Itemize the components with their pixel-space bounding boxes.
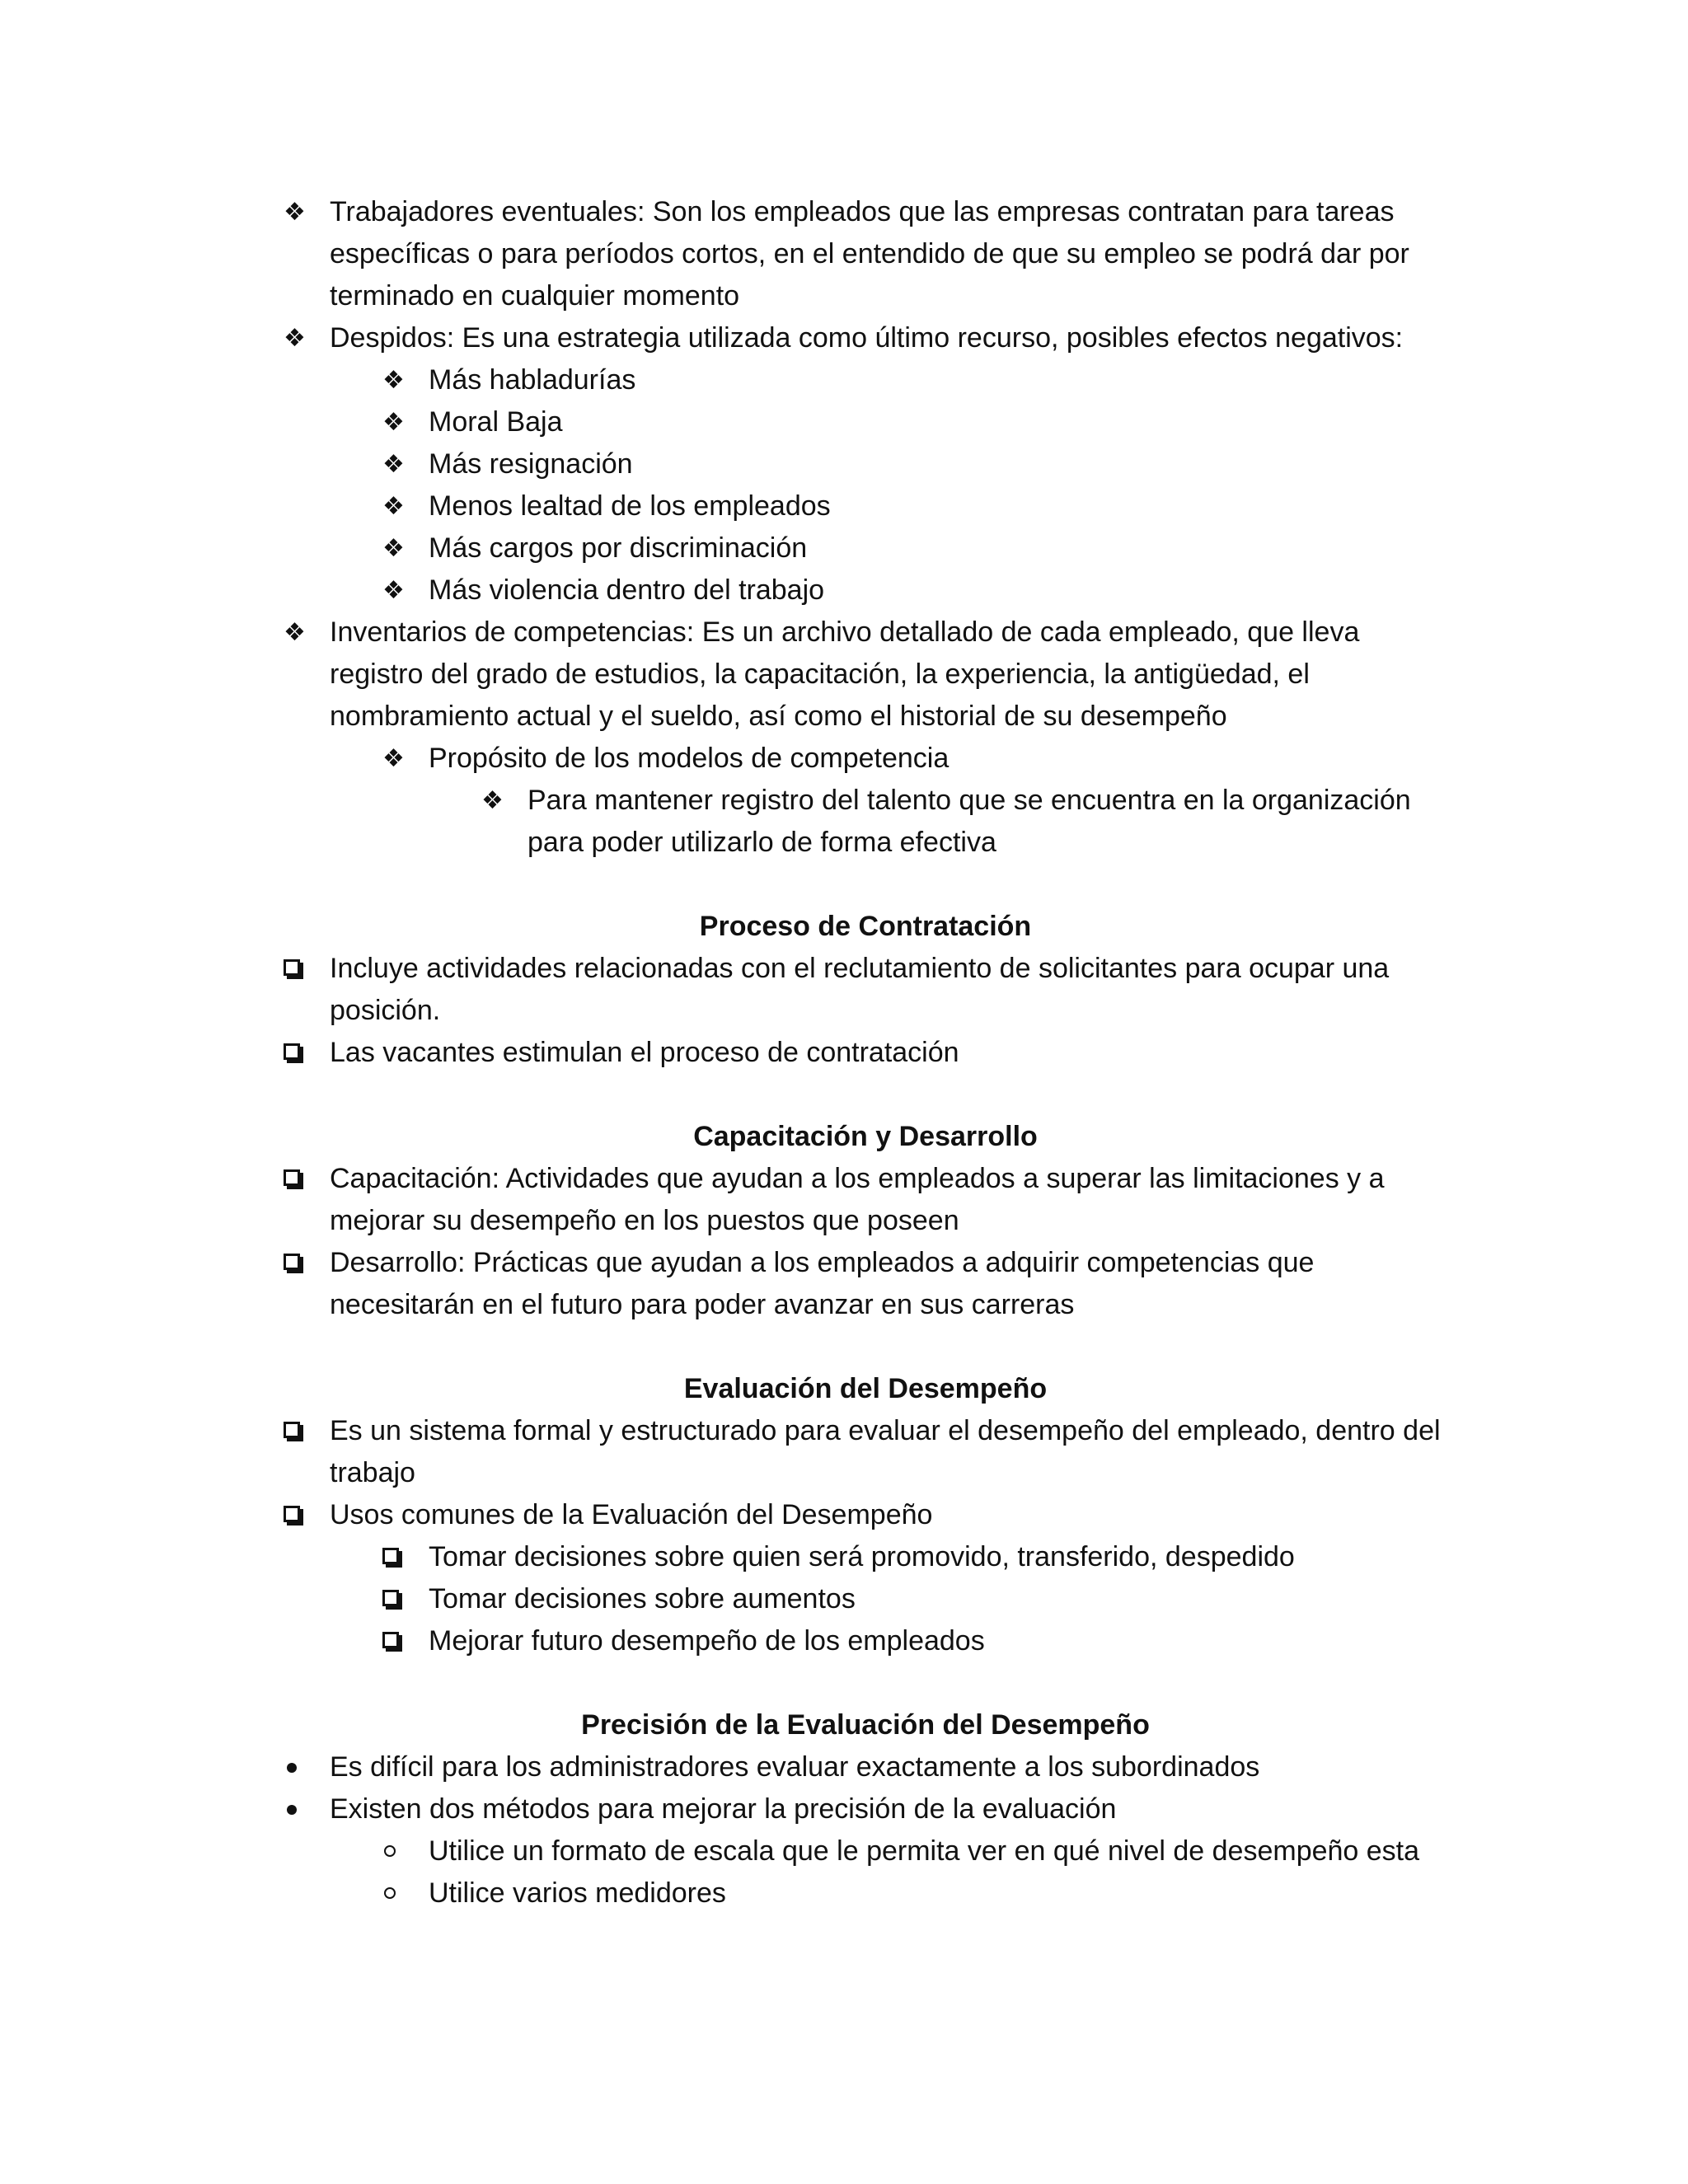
sub-list-item <box>280 485 1451 527</box>
sub-list-item <box>280 443 1451 485</box>
sub-list-item-text: Tomar decisiones sobre quien será promovido, transferido, despedido <box>429 1541 1295 1572</box>
circle-bullet-icon <box>384 1845 396 1857</box>
list-item-text: Las vacantes estimulan el proceso de contratación <box>330 1037 959 1068</box>
list-item-text: Trabajadores eventuales: Son los empleados que las empresas contratan para tareas específicas o para períodos cortos, en el entendido de que su empleo se podrá dar por terminado en cualquier momento <box>330 196 1409 312</box>
list-item-text: Usos comunes de la Evaluación del Desempeño <box>330 1499 933 1530</box>
checkbox-bullet-icon <box>382 1590 399 1606</box>
diamond-bullet-icon: ❖ <box>382 450 405 479</box>
dot-bullet-icon <box>287 1805 297 1815</box>
diamond-bullet-icon: ❖ <box>382 576 405 605</box>
sub-list-item <box>280 1872 1451 1915</box>
list-item <box>280 1788 1451 1830</box>
list-item-text: Despidos: Es una estrategia utilizada como último recurso, posibles efectos negativos: <box>330 322 1404 354</box>
sub-list-item-text: Más habladurías <box>429 364 636 396</box>
circle-bullet-icon <box>384 1887 396 1899</box>
checkbox-bullet-icon <box>284 1254 300 1270</box>
sub-list-item-text: Más resignación <box>429 448 633 480</box>
sub-list-item <box>280 527 1451 569</box>
list-item-text: Es un sistema formal y estructurado para evaluar el desempeño del empleado, dentro del trabajo <box>330 1415 1441 1488</box>
section-heading-precision: Precisión de la Evaluación del Desempeño <box>581 1709 1150 1741</box>
list-item-text: Capacitación: Actividades que ayudan a los empleados a superar las limitaciones y a mejorar su desempeño en los puestos que poseen <box>330 1163 1385 1236</box>
sub-list-item <box>280 569 1451 612</box>
sub-list-item <box>280 738 1451 780</box>
dot-bullet-icon <box>287 1763 297 1773</box>
list-item <box>280 948 1451 1032</box>
section-heading-contratacion: Proceso de Contratación <box>699 911 1032 942</box>
checkbox-bullet-icon <box>284 1043 300 1060</box>
list-item-text: Es difícil para los administradores evaluar exactamente a los subordinados <box>330 1751 1260 1783</box>
list-item <box>280 1410 1451 1494</box>
diamond-bullet-icon: ❖ <box>284 198 306 227</box>
list-item <box>280 1746 1451 1788</box>
sub-list-item <box>280 1536 1451 1578</box>
checkbox-bullet-icon <box>284 959 300 976</box>
section-heading-capacitacion: Capacitación y Desarrollo <box>693 1121 1038 1152</box>
diamond-bullet-icon: ❖ <box>382 492 405 521</box>
sub-list-item <box>280 401 1451 443</box>
list-item-text: Desarrollo: Prácticas que ayudan a los empleados a adquirir competencias que necesitarán en el futuro para poder avanzar en sus carreras <box>330 1247 1315 1320</box>
sub-list-item <box>280 359 1451 401</box>
sub-list-item-text: Tomar decisiones sobre aumentos <box>429 1583 856 1615</box>
sub-list-item <box>280 1830 1451 1872</box>
list-item-despidos <box>280 317 1451 359</box>
sub-list-item-text: Moral Baja <box>429 406 563 438</box>
list-item-text: Incluye actividades relacionadas con el reclutamiento de solicitantes para ocupar una posición. <box>330 953 1390 1026</box>
list-item-text: Existen dos métodos para mejorar la precisión de la evaluación <box>330 1793 1117 1825</box>
sub-list-item-text: Menos lealtad de los empleados <box>429 490 831 522</box>
diamond-bullet-icon: ❖ <box>481 786 504 815</box>
list-item <box>280 1032 1451 1074</box>
list-item-trabajadores-eventuales <box>280 191 1451 317</box>
list-item <box>280 1242 1451 1326</box>
sub-list-item <box>280 1620 1451 1662</box>
sub-list-item <box>280 1578 1451 1620</box>
section-heading-evaluacion: Evaluación del Desempeño <box>683 1373 1048 1404</box>
sub-list-item-text: Mejorar futuro desempeño de los empleados <box>429 1625 985 1657</box>
sub-list-item-text: Más violencia dentro del trabajo <box>429 574 825 606</box>
diamond-bullet-icon: ❖ <box>382 366 405 395</box>
sub-sub-list-item-text: Para mantener registro del talento que se encuentra en la organización para poder utilizarlo de forma efectiva <box>528 785 1411 858</box>
list-item <box>280 1158 1451 1242</box>
sub-list-item-text: Utilice un formato de escala que le permita ver en qué nivel de desempeño esta <box>429 1835 1420 1867</box>
sub-list-item-text: Más cargos por discriminación <box>429 532 808 564</box>
list-item-text: Inventarios de competencias: Es un archivo detallado de cada empleado, que lleva registro del grado de estudios, la capacitación, la experiencia, la antigüedad, el nombramiento actual y el sueldo, así como el historial de su desempeño <box>330 616 1360 732</box>
checkbox-bullet-icon <box>382 1632 399 1648</box>
diamond-bullet-icon: ❖ <box>284 618 306 647</box>
sub-list-item-text: Propósito de los modelos de competencia <box>429 743 950 774</box>
checkbox-bullet-icon <box>284 1169 300 1186</box>
checkbox-bullet-icon <box>382 1548 399 1564</box>
diamond-bullet-icon: ❖ <box>382 534 405 563</box>
sub-sub-list-item <box>280 780 1451 864</box>
checkbox-bullet-icon <box>284 1506 300 1522</box>
diamond-bullet-icon: ❖ <box>382 408 405 437</box>
document-content <box>280 191 1451 1915</box>
sub-list-item-text: Utilice varios medidores <box>429 1877 726 1909</box>
list-item <box>280 1494 1451 1536</box>
diamond-bullet-icon: ❖ <box>382 744 405 773</box>
checkbox-bullet-icon <box>284 1422 300 1438</box>
list-item-inventarios <box>280 612 1451 738</box>
diamond-bullet-icon: ❖ <box>284 324 306 353</box>
